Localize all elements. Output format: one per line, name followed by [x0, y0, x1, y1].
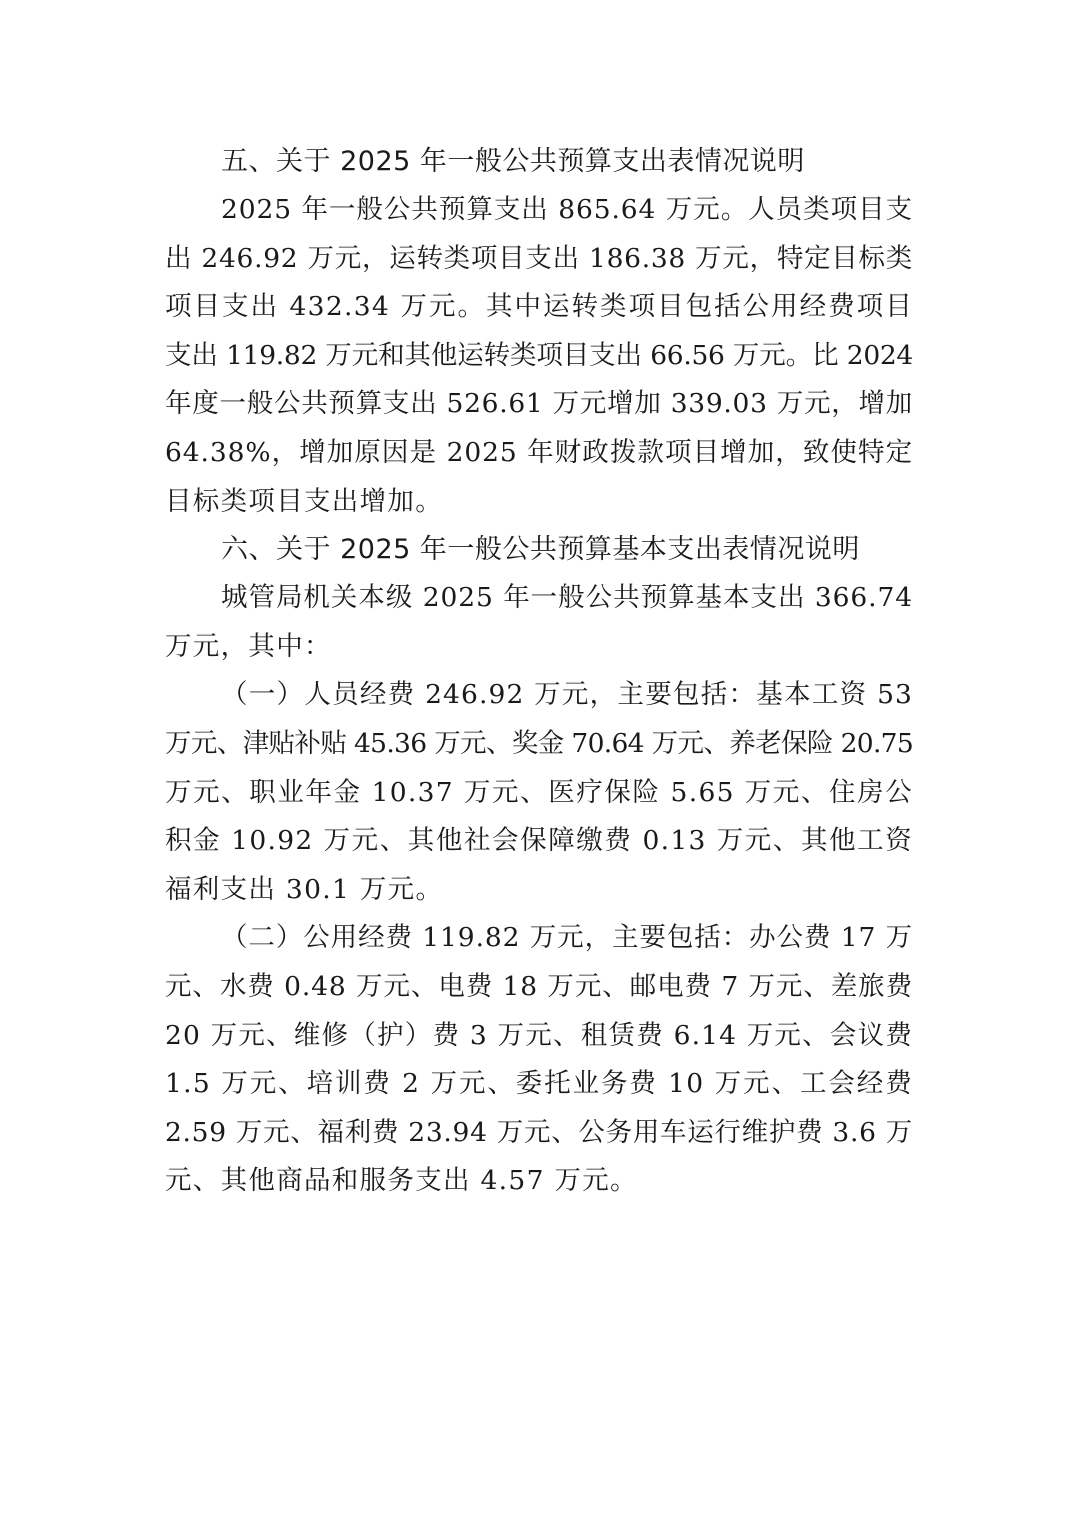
section6-intro-paragraph — [165, 574, 913, 671]
paragraph-line: 元、其他商品和服务支出 4.57 万元。 — [165, 1165, 638, 1197]
paragraph-line: 年度一般公共预算支出 526.61 万元增加 339.03 万元，增加 — [165, 388, 913, 420]
section5-heading: 五、关于 2025 年一般公共预算支出表情况说明 — [221, 146, 805, 177]
personnel-expense-paragraph — [165, 671, 913, 914]
document-body — [165, 138, 913, 1206]
section6-heading: 六、关于 2025 年一般公共预算基本支出表情况说明 — [221, 534, 860, 566]
paragraph-line: 项目支出 432.34 万元。其中运转类项目包括公用经费项目 — [165, 291, 913, 323]
paragraph-line: 城管局机关本级 2025 年一般公共预算基本支出 366.74 — [221, 582, 913, 614]
paragraph-line: 支出 119.82 万元和其他运转类项目支出 66.56 万元。比 2024 — [165, 339, 913, 371]
paragraph-line: 万元，其中： — [165, 630, 332, 662]
paragraph-line: 元、水费 0.48 万元、电费 18 万元、邮电费 7 万元、差旅费 — [165, 970, 913, 1002]
paragraph-line: 1.5 万元、培训费 2 万元、委托业务费 10 万元、工会经费 — [165, 1068, 913, 1100]
paragraph-line: 积金 10.92 万元、其他社会保障缴费 0.13 万元、其他工资 — [165, 825, 913, 857]
paragraph-line: （一）人员经费 246.92 万元，主要包括：基本工资 53 — [221, 679, 913, 711]
paragraph-line: 万元、津贴补贴 45.36 万元、奖金 70.64 万元、养老保险 20.75 — [165, 727, 913, 759]
paragraph-line: 20 万元、维修（护）费 3 万元、租赁费 6.14 万元、会议费 — [165, 1019, 913, 1051]
section5-paragraph — [165, 186, 913, 526]
public-expense-paragraph — [165, 914, 913, 1206]
paragraph-line: 出 246.92 万元，运转类项目支出 186.38 万元，特定目标类 — [165, 242, 913, 274]
paragraph-line: 福利支出 30.1 万元。 — [165, 873, 444, 905]
paragraph-line: 目标类项目支出增加。 — [165, 485, 443, 517]
paragraph-line: 2025 年一般公共预算支出 865.64 万元。人员类项目支 — [221, 194, 913, 225]
paragraph-line: 万元、职业年金 10.37 万元、医疗保险 5.65 万元、住房公 — [165, 776, 913, 808]
paragraph-line: 2.59 万元、福利费 23.94 万元、公务用车运行维护费 3.6 万 — [165, 1116, 913, 1148]
paragraph-line: （二）公用经费 119.82 万元，主要包括：办公费 17 万 — [221, 922, 913, 954]
paragraph-line: 64.38%，增加原因是 2025 年财政拨款项目增加，致使特定 — [165, 436, 913, 468]
